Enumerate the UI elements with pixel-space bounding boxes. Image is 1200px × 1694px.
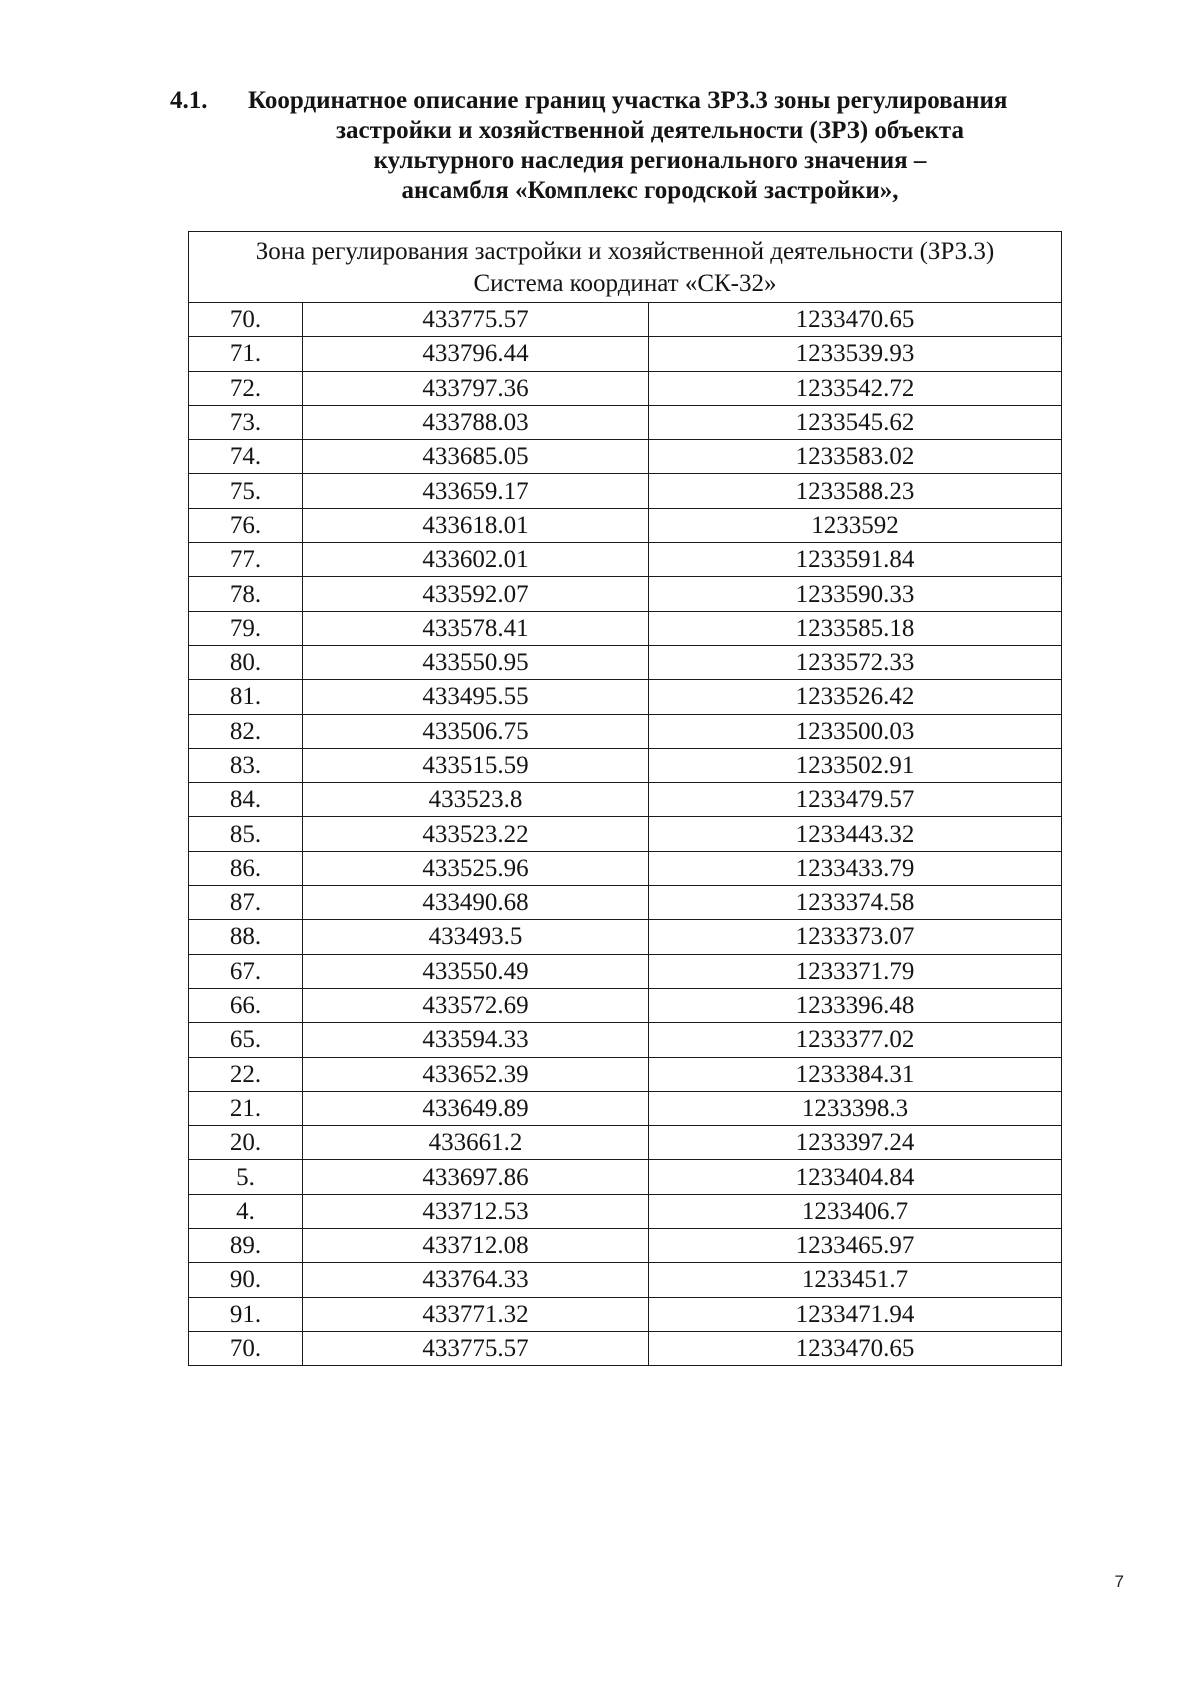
table-row [189,886,1062,920]
table-row [189,1263,1062,1297]
point-number-cell: 82. [189,714,303,748]
heading-line-2: застройки и хозяйственной деятельности (ЗРЗ) объекта [336,117,964,144]
x-coordinate-cell: 433697.86 [303,1160,649,1194]
x-coordinate-cell: 433775.57 [303,1331,649,1365]
table-row [189,611,1062,645]
x-coordinate-cell: 433495.55 [303,680,649,714]
x-coordinate-cell: 433712.08 [303,1229,649,1263]
table-row [189,577,1062,611]
x-coordinate-cell: 433550.49 [303,954,649,988]
point-number-cell: 67. [189,954,303,988]
point-number-cell: 20. [189,1126,303,1160]
y-coordinate-cell: 1233572.33 [649,645,1062,679]
point-number-cell: 22. [189,1057,303,1091]
x-coordinate-cell: 433618.01 [303,508,649,542]
point-number-cell: 5. [189,1160,303,1194]
y-coordinate-cell: 1233526.42 [649,680,1062,714]
point-number-cell: 72. [189,371,303,405]
x-coordinate-cell: 433523.8 [303,783,649,817]
heading-line-4: ансамбля «Комплекс городской застройки», [401,177,899,204]
x-coordinate-cell: 433775.57 [303,303,649,337]
table-row [189,1194,1062,1228]
x-coordinate-cell: 433797.36 [303,371,649,405]
table-row [189,783,1062,817]
x-coordinate-cell: 433602.01 [303,543,649,577]
point-number-cell: 73. [189,405,303,439]
point-number-cell: 71. [189,337,303,371]
table-row [189,988,1062,1022]
x-coordinate-cell: 433788.03 [303,405,649,439]
point-number-cell: 88. [189,920,303,954]
x-coordinate-cell: 433771.32 [303,1297,649,1331]
x-coordinate-cell: 433578.41 [303,611,649,645]
table-row [189,440,1062,474]
y-coordinate-cell: 1233384.31 [649,1057,1062,1091]
section-number: 4.1. [170,87,208,114]
y-coordinate-cell: 1233374.58 [649,886,1062,920]
y-coordinate-cell: 1233470.65 [649,303,1062,337]
x-coordinate-cell: 433685.05 [303,440,649,474]
y-coordinate-cell: 1233371.79 [649,954,1062,988]
y-coordinate-cell: 1233465.97 [649,1229,1062,1263]
y-coordinate-cell: 1233398.3 [649,1091,1062,1125]
y-coordinate-cell: 1233397.24 [649,1126,1062,1160]
point-number-cell: 90. [189,1263,303,1297]
x-coordinate-cell: 433592.07 [303,577,649,611]
point-number-cell: 77. [189,543,303,577]
x-coordinate-cell: 433649.89 [303,1091,649,1125]
point-number-cell: 70. [189,1331,303,1365]
heading-line-3: культурного наследия регионального значения – [373,147,927,174]
x-coordinate-cell: 433493.5 [303,920,649,954]
coordinates-table [188,231,1062,1366]
y-coordinate-cell: 1233443.32 [649,817,1062,851]
y-coordinate-cell: 1233583.02 [649,440,1062,474]
y-coordinate-cell: 1233451.7 [649,1263,1062,1297]
y-coordinate-cell: 1233539.93 [649,337,1062,371]
y-coordinate-cell: 1233479.57 [649,783,1062,817]
x-coordinate-cell: 433515.59 [303,748,649,782]
section-heading [170,86,1130,206]
x-coordinate-cell: 433661.2 [303,1126,649,1160]
y-coordinate-cell: 1233500.03 [649,714,1062,748]
point-number-cell: 4. [189,1194,303,1228]
table-row [189,1091,1062,1125]
table-header-row [189,232,1062,303]
table-row [189,337,1062,371]
table-row [189,1160,1062,1194]
table-row [189,817,1062,851]
x-coordinate-cell: 433659.17 [303,474,649,508]
point-number-cell: 84. [189,783,303,817]
point-number-cell: 81. [189,680,303,714]
point-number-cell: 91. [189,1297,303,1331]
y-coordinate-cell: 1233588.23 [649,474,1062,508]
x-coordinate-cell: 433490.68 [303,886,649,920]
table-row [189,954,1062,988]
y-coordinate-cell: 1233502.91 [649,748,1062,782]
y-coordinate-cell: 1233591.84 [649,543,1062,577]
point-number-cell: 78. [189,577,303,611]
y-coordinate-cell: 1233404.84 [649,1160,1062,1194]
heading-line-1: Координатное описание границ участка ЗРЗ.3 зоны регулирования [248,87,1008,114]
y-coordinate-cell: 1233542.72 [649,371,1062,405]
y-coordinate-cell: 1233396.48 [649,988,1062,1022]
x-coordinate-cell: 433550.95 [303,645,649,679]
table-row [189,371,1062,405]
table-row [189,543,1062,577]
point-number-cell: 79. [189,611,303,645]
y-coordinate-cell: 1233471.94 [649,1297,1062,1331]
table-row [189,1057,1062,1091]
x-coordinate-cell: 433594.33 [303,1023,649,1057]
y-coordinate-cell: 1233590.33 [649,577,1062,611]
table-row [189,920,1062,954]
x-coordinate-cell: 433572.69 [303,988,649,1022]
table-row [189,508,1062,542]
table-row [189,405,1062,439]
y-coordinate-cell: 1233433.79 [649,851,1062,885]
x-coordinate-cell: 433525.96 [303,851,649,885]
page-number: 7 [1114,1572,1124,1591]
table-row [189,1229,1062,1263]
y-coordinate-cell: 1233585.18 [649,611,1062,645]
point-number-cell: 83. [189,748,303,782]
point-number-cell: 66. [189,988,303,1022]
point-number-cell: 75. [189,474,303,508]
point-number-cell: 74. [189,440,303,474]
x-coordinate-cell: 433796.44 [303,337,649,371]
y-coordinate-cell: 1233545.62 [649,405,1062,439]
point-number-cell: 87. [189,886,303,920]
table-row [189,851,1062,885]
x-coordinate-cell: 433652.39 [303,1057,649,1091]
table-row [189,680,1062,714]
table-row [189,303,1062,337]
table-row [189,714,1062,748]
point-number-cell: 65. [189,1023,303,1057]
table-row [189,1331,1062,1365]
y-coordinate-cell: 1233377.02 [649,1023,1062,1057]
y-coordinate-cell: 1233406.7 [649,1194,1062,1228]
point-number-cell: 76. [189,508,303,542]
y-coordinate-cell: 1233592 [649,508,1062,542]
table-header-coordinate-system: Система координат «СК-32» [473,270,777,297]
point-number-cell: 89. [189,1229,303,1263]
table-row [189,1126,1062,1160]
table-row [189,645,1062,679]
y-coordinate-cell: 1233470.65 [649,1331,1062,1365]
table-header-cell [189,232,1062,303]
table-row [189,1297,1062,1331]
point-number-cell: 70. [189,303,303,337]
x-coordinate-cell: 433523.22 [303,817,649,851]
point-number-cell: 85. [189,817,303,851]
x-coordinate-cell: 433506.75 [303,714,649,748]
table-header-zone: Зона регулирования застройки и хозяйственной деятельности (ЗРЗ.3) [255,238,995,265]
point-number-cell: 86. [189,851,303,885]
table-row [189,474,1062,508]
y-coordinate-cell: 1233373.07 [649,920,1062,954]
point-number-cell: 80. [189,645,303,679]
point-number-cell: 21. [189,1091,303,1125]
x-coordinate-cell: 433764.33 [303,1263,649,1297]
table-row [189,1023,1062,1057]
x-coordinate-cell: 433712.53 [303,1194,649,1228]
table-row [189,748,1062,782]
